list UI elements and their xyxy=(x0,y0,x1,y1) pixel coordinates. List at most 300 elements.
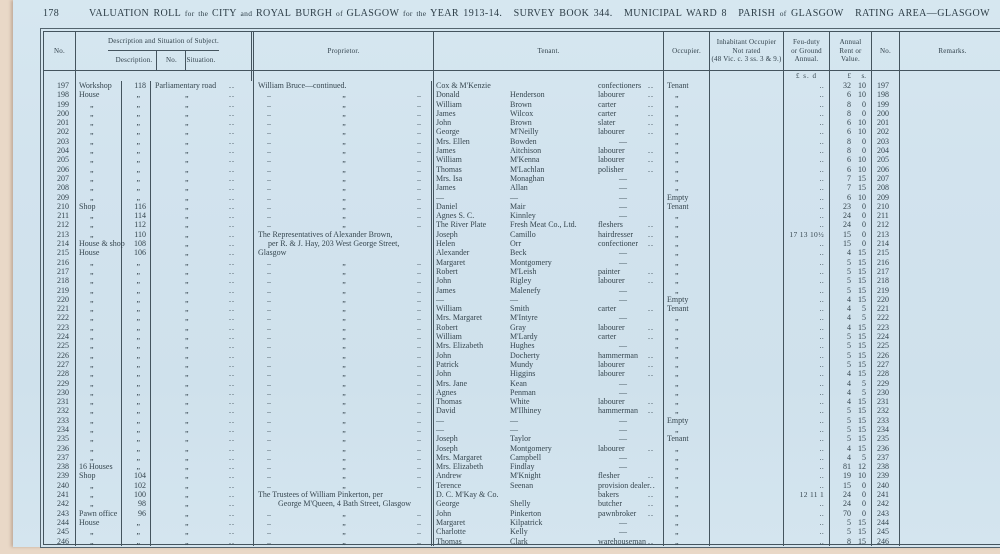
cell-description: „ xyxy=(76,276,122,285)
leader-dots: .. xyxy=(267,257,271,267)
cell-remarks xyxy=(900,258,1000,267)
tenant-surname: Clark xyxy=(510,536,528,546)
leader-dots: .. xyxy=(229,378,235,388)
cell-feu-duty: .. xyxy=(784,527,830,536)
cell-feu-duty: .. xyxy=(784,295,830,304)
cell-no: 224 xyxy=(44,332,76,341)
tenant-occupation: hairdresser xyxy=(598,229,634,239)
header-line: Rent or xyxy=(839,46,862,55)
leader-dots: .. xyxy=(648,359,654,369)
cell-inhabitant-occupier xyxy=(710,444,784,453)
leader-dots: .. xyxy=(229,499,235,509)
tenant-surname: Camillo xyxy=(510,229,536,239)
cell-annual-rent xyxy=(830,267,872,276)
leader-dots: .. xyxy=(648,146,654,156)
rent-pounds: 8 xyxy=(847,146,851,156)
leader-dots: .. xyxy=(229,183,235,193)
tenant-surname: — xyxy=(510,192,518,202)
tenant-occupation: confectioner xyxy=(598,239,638,249)
cell-no-repeat: 200 xyxy=(872,109,900,118)
cell-feu-duty: .. xyxy=(784,211,830,220)
tenant-surname: Pinkerton xyxy=(510,508,542,518)
cell-description-no: „ xyxy=(122,313,151,322)
cell-situation xyxy=(151,165,254,174)
ditto-mark: „ xyxy=(342,378,346,388)
cell-description-no: „ xyxy=(122,286,151,295)
cell-proprietor xyxy=(254,193,434,202)
tenant-forename: Mrs. Jane xyxy=(436,378,468,388)
cell-inhabitant-occupier xyxy=(710,527,784,536)
rent-pounds: 5 xyxy=(847,266,851,276)
cell-tenant xyxy=(434,444,664,453)
tenant-occupation: — xyxy=(619,257,627,267)
leader-dots: .. xyxy=(229,527,235,537)
ditto-mark: „ xyxy=(342,359,346,369)
leader-dots: .. xyxy=(417,424,421,434)
rent-shillings: 15 xyxy=(858,536,866,546)
tenant-forename: Alexander xyxy=(436,248,470,258)
cell-description: „ xyxy=(76,425,122,434)
cell-no: 238 xyxy=(44,462,76,471)
cell-description: „ xyxy=(76,174,122,183)
cell-no: 205 xyxy=(44,155,76,164)
leader-dots: .. xyxy=(229,536,235,546)
leader-dots: .. xyxy=(648,99,654,109)
tenant-occupation: — xyxy=(619,452,627,462)
cell-no-repeat: 219 xyxy=(872,286,900,295)
cell-feu-duty: .. xyxy=(784,165,830,174)
cell-proprietor xyxy=(254,174,434,183)
cell-no-repeat: 221 xyxy=(872,304,900,313)
cell-description: „ xyxy=(76,323,122,332)
cell-tenant xyxy=(434,490,664,499)
cell-no-repeat: 204 xyxy=(872,146,900,155)
cell-situation xyxy=(151,537,254,546)
table-row xyxy=(44,118,1000,127)
cell-description-no: „ xyxy=(122,341,151,350)
header-line: Feu-duty xyxy=(793,37,820,46)
tenant-forename: John xyxy=(436,350,452,360)
ditto-mark: „ xyxy=(342,136,346,146)
leader-dots: .. xyxy=(229,508,235,518)
cell-description: „ xyxy=(76,499,122,508)
ditto-mark: „ xyxy=(342,341,346,351)
cell-proprietor xyxy=(254,388,434,397)
ditto-mark: „ xyxy=(342,108,346,118)
cell-situation xyxy=(151,248,254,257)
cell-tenant xyxy=(434,165,664,174)
cell-no-repeat: 228 xyxy=(872,369,900,378)
cell-feu-duty: .. xyxy=(784,351,830,360)
cell-occupier: „ xyxy=(664,518,710,527)
leader-dots: .. xyxy=(267,387,271,397)
cell-no-repeat: 199 xyxy=(872,100,900,109)
tenant-forename: Mrs. Elizabeth xyxy=(436,462,484,472)
cell-tenant xyxy=(434,286,664,295)
leader-dots: .. xyxy=(648,471,654,481)
header-line: Value. xyxy=(841,55,860,64)
cell-tenant xyxy=(434,388,664,397)
rent-shillings: 15 xyxy=(858,434,866,444)
cell-no-repeat: 244 xyxy=(872,518,900,527)
rent-pounds: 6 xyxy=(847,118,851,128)
tenant-occupation: — xyxy=(619,313,627,323)
leader-dots: .. xyxy=(267,517,271,527)
header-inhabitant-occupier xyxy=(710,32,784,70)
table-row xyxy=(44,527,1000,536)
cell-inhabitant-occupier xyxy=(710,230,784,239)
rent-currency-label: £ s. xyxy=(830,71,872,81)
cell-remarks xyxy=(900,183,1000,192)
cell-tenant xyxy=(434,434,664,443)
cell-annual-rent xyxy=(830,304,872,313)
cell-description: „ xyxy=(76,230,122,239)
table-row xyxy=(44,481,1000,490)
tenant-occupation: — xyxy=(619,527,627,537)
situation-text: „ xyxy=(185,508,189,518)
leader-dots: .. xyxy=(267,118,271,128)
cell-description: „ xyxy=(76,100,122,109)
cell-inhabitant-occupier xyxy=(710,239,784,248)
leader-dots: .. xyxy=(417,415,421,425)
page-title xyxy=(89,8,990,19)
rent-shillings: 0 xyxy=(862,480,866,490)
cell-description: „ xyxy=(76,313,122,322)
rent-shillings: 15 xyxy=(858,369,866,379)
tenant-occupation: — xyxy=(619,517,627,527)
cell-annual-rent xyxy=(830,193,872,202)
cell-remarks xyxy=(900,341,1000,350)
cell-tenant xyxy=(434,174,664,183)
ditto-mark: „ xyxy=(342,527,346,537)
leader-dots: .. xyxy=(417,517,421,527)
cell-situation xyxy=(151,397,254,406)
cell-occupier: „ xyxy=(664,220,710,229)
header-occupier: Occupier. xyxy=(664,32,710,70)
tenant-forename: Robert xyxy=(436,322,458,332)
ditto-mark: „ xyxy=(342,387,346,397)
tenant-occupation: flesher xyxy=(598,471,620,481)
cell-inhabitant-occupier xyxy=(710,183,784,192)
tenant-forename: George xyxy=(436,499,460,509)
ditto-mark: „ xyxy=(342,350,346,360)
title-group xyxy=(855,8,990,19)
cell-description-no: 110 xyxy=(122,230,151,239)
title-segment: GLASGOW xyxy=(346,8,400,19)
header-line: or Ground xyxy=(791,46,822,55)
leader-dots: .. xyxy=(267,434,271,444)
cell-description: „ xyxy=(76,537,122,546)
tenant-occupation: labourer xyxy=(598,397,625,407)
cell-remarks xyxy=(900,81,1000,90)
cell-remarks xyxy=(900,174,1000,183)
rent-pounds: 70 xyxy=(843,508,851,518)
tenant-forename: David xyxy=(436,406,456,416)
cell-proprietor xyxy=(254,332,434,341)
cell-description: „ xyxy=(76,481,122,490)
rent-pounds: 5 xyxy=(847,527,851,537)
table-row xyxy=(44,341,1000,350)
cell-inhabitant-occupier xyxy=(710,127,784,136)
leader-dots: .. xyxy=(229,276,235,286)
situation-text: „ xyxy=(185,155,189,165)
cell-tenant xyxy=(434,295,664,304)
cell-no: 239 xyxy=(44,471,76,480)
cell-tenant xyxy=(434,127,664,136)
cell-occupier: „ xyxy=(664,360,710,369)
tenant-forename: The River Plate xyxy=(436,220,487,230)
rent-pounds: 5 xyxy=(847,257,851,267)
leader-dots: .. xyxy=(229,443,235,453)
cell-no-repeat: 206 xyxy=(872,165,900,174)
tenant-surname: Malenefy xyxy=(510,285,541,295)
cell-proprietor xyxy=(254,286,434,295)
cell-feu-duty: .. xyxy=(784,258,830,267)
cell-feu-duty: .. xyxy=(784,360,830,369)
leader-dots: .. xyxy=(229,322,235,332)
cell-description-no: „ xyxy=(122,304,151,313)
cell-proprietor: The Representatives of Alexander Brown, xyxy=(254,230,434,239)
tenant-surname: Higgins xyxy=(510,369,536,379)
situation-text: Parliamentary road xyxy=(155,81,217,90)
rent-pounds: 4 xyxy=(847,322,851,332)
cell-situation xyxy=(151,146,254,155)
rent-shillings: 15 xyxy=(858,406,866,416)
header-remarks: Remarks. xyxy=(938,46,967,55)
cell-annual-rent xyxy=(830,165,872,174)
rent-shillings: 0 xyxy=(862,211,866,221)
tenant-forename: Agnes S. C. xyxy=(436,211,475,221)
ditto-mark: „ xyxy=(342,220,346,230)
cell-remarks xyxy=(900,406,1000,415)
leader-dots: .. xyxy=(648,508,654,518)
leader-dots: .. xyxy=(229,118,235,128)
ditto-mark: „ xyxy=(342,99,346,109)
cell-situation xyxy=(151,202,254,211)
cell-no-repeat: 209 xyxy=(872,193,900,202)
tenant-surname: Montgomery xyxy=(510,257,552,267)
leader-dots: .. xyxy=(229,517,235,527)
situation-text: „ xyxy=(185,266,189,276)
cell-description-no: „ xyxy=(122,165,151,174)
cell-feu-duty: .. xyxy=(784,109,830,118)
ditto-mark: „ xyxy=(342,443,346,453)
cell-feu-duty: .. xyxy=(784,239,830,248)
rent-pounds: 7 xyxy=(847,173,851,183)
tenant-forename: Margaret xyxy=(436,257,466,267)
tenant-forename: James xyxy=(436,183,456,193)
cell-feu-duty: .. xyxy=(784,220,830,229)
cell-remarks xyxy=(900,90,1000,99)
tenant-occupation: — xyxy=(619,387,627,397)
cell-feu-duty: .. xyxy=(784,323,830,332)
situation-text: „ xyxy=(185,294,189,304)
leader-dots: .. xyxy=(267,471,271,481)
cell-occupier: „ xyxy=(664,267,710,276)
cell-tenant xyxy=(434,258,664,267)
leader-dots: .. xyxy=(648,118,654,128)
cell-no: 214 xyxy=(44,239,76,248)
cell-no: 206 xyxy=(44,165,76,174)
leader-dots: .. xyxy=(649,480,656,490)
cell-annual-rent xyxy=(830,369,872,378)
cell-no: 213 xyxy=(44,230,76,239)
cell-proprietor xyxy=(254,323,434,332)
rent-pounds: 4 xyxy=(847,369,851,379)
cell-description-no: „ xyxy=(122,434,151,443)
leader-dots: .. xyxy=(417,332,421,342)
cell-no: 212 xyxy=(44,220,76,229)
leader-dots: .. xyxy=(417,136,421,146)
cell-tenant xyxy=(434,462,664,471)
rent-shillings: 10 xyxy=(858,164,866,174)
cell-no-repeat: 210 xyxy=(872,202,900,211)
table-row xyxy=(44,239,1000,248)
cell-description-no: „ xyxy=(122,444,151,453)
tenant-occupation: carter xyxy=(598,108,617,118)
rent-shillings: 15 xyxy=(858,173,866,183)
cell-no: 242 xyxy=(44,499,76,508)
rent-pounds: 5 xyxy=(847,350,851,360)
cell-feu-duty: .. xyxy=(784,471,830,480)
table-row xyxy=(44,155,1000,164)
rent-pounds: 4 xyxy=(847,304,851,314)
cell-inhabitant-occupier xyxy=(710,490,784,499)
cell-feu-duty: .. xyxy=(784,174,830,183)
leader-dots: .. xyxy=(648,369,654,379)
cell-no: 219 xyxy=(44,286,76,295)
cell-feu-duty: .. xyxy=(784,499,830,508)
cell-feu-duty: .. xyxy=(784,313,830,322)
ditto-mark: „ xyxy=(342,118,346,128)
cell-occupier: „ xyxy=(664,332,710,341)
rent-pounds: 5 xyxy=(847,424,851,434)
cell-feu-duty: .. xyxy=(784,100,830,109)
cell-annual-rent xyxy=(830,537,872,546)
tenant-occupation: fleshers xyxy=(598,220,623,230)
title-segment: GLASGOW xyxy=(786,8,844,19)
header-subject-no: No. xyxy=(157,51,186,70)
tenant-occupation: — xyxy=(619,173,627,183)
cell-no: 237 xyxy=(44,453,76,462)
tenant-forename: Robert xyxy=(436,266,458,276)
cell-proprietor xyxy=(254,109,434,118)
ditto-mark: „ xyxy=(342,285,346,295)
cell-no: 218 xyxy=(44,276,76,285)
cell-description-no: „ xyxy=(122,388,151,397)
ditto-mark: „ xyxy=(342,397,346,407)
rent-pounds: 5 xyxy=(847,341,851,351)
leader-dots: .. xyxy=(648,499,654,509)
cell-description: House & shop xyxy=(76,239,122,248)
cell-inhabitant-occupier xyxy=(710,100,784,109)
rent-pounds: 4 xyxy=(847,387,851,397)
cell-proprietor xyxy=(254,471,434,480)
cell-occupier: „ xyxy=(664,109,710,118)
cell-no: 245 xyxy=(44,527,76,536)
cell-occupier: „ xyxy=(664,406,710,415)
rent-shillings: 10 xyxy=(858,471,866,481)
cell-occupier: „ xyxy=(664,481,710,490)
title-segment: MUNICIPAL WARD 8 xyxy=(624,8,727,19)
leader-dots: .. xyxy=(417,266,421,276)
page-number: 178 xyxy=(43,8,60,19)
cell-annual-rent xyxy=(830,230,872,239)
ditto-mark: „ xyxy=(342,517,346,527)
leader-dots: .. xyxy=(417,108,421,118)
cell-description: „ xyxy=(76,165,122,174)
rent-shillings: 0 xyxy=(862,229,866,239)
cell-proprietor xyxy=(254,267,434,276)
tenant-occupation: — xyxy=(619,248,627,258)
cell-description: „ xyxy=(76,267,122,276)
cell-inhabitant-occupier xyxy=(710,118,784,127)
cell-feu-duty: .. xyxy=(784,155,830,164)
tenant-forename: James xyxy=(436,108,456,118)
cell-inhabitant-occupier xyxy=(710,146,784,155)
cell-annual-rent xyxy=(830,397,872,406)
cell-remarks xyxy=(900,360,1000,369)
cell-occupier: Empty xyxy=(664,416,710,425)
tenant-occupation: labourer xyxy=(598,443,625,453)
tenant-surname: Kelly xyxy=(510,527,528,537)
cell-no: 207 xyxy=(44,174,76,183)
tenant-forename: — xyxy=(436,424,444,434)
leader-dots: .. xyxy=(417,90,421,100)
cell-feu-duty: .. xyxy=(784,276,830,285)
title-segment: for the xyxy=(181,9,212,18)
cell-situation xyxy=(151,481,254,490)
cell-no: 203 xyxy=(44,137,76,146)
tenant-forename: Joseph xyxy=(436,434,458,444)
rent-pounds: 24 xyxy=(843,490,851,500)
cell-no: 198 xyxy=(44,90,76,99)
cell-no-repeat: 216 xyxy=(872,258,900,267)
cell-remarks xyxy=(900,239,1000,248)
cell-no: 232 xyxy=(44,406,76,415)
cell-inhabitant-occupier xyxy=(710,332,784,341)
cell-feu-duty: .. xyxy=(784,183,830,192)
leader-dots: .. xyxy=(229,434,235,444)
cell-inhabitant-occupier xyxy=(710,174,784,183)
tenant-forename: Helen xyxy=(436,239,456,249)
cell-description-no: „ xyxy=(122,379,151,388)
tenant-surname: M'Lachlan xyxy=(510,164,545,174)
leader-dots: .. xyxy=(267,332,271,342)
tenant-forename: Charlotte xyxy=(436,527,466,537)
cell-situation xyxy=(151,444,254,453)
cell-no: 228 xyxy=(44,369,76,378)
cell-annual-rent xyxy=(830,313,872,322)
leader-dots: .. xyxy=(648,164,654,174)
tenant-surname: Monaghan xyxy=(510,173,545,183)
leader-dots: .. xyxy=(417,257,421,267)
rent-shillings: 15 xyxy=(858,415,866,425)
cell-description-no: 118 xyxy=(122,81,151,90)
situation-text: „ xyxy=(185,424,189,434)
tenant-surname: Docherty xyxy=(510,350,540,360)
cell-remarks xyxy=(900,193,1000,202)
cell-occupier: „ xyxy=(664,471,710,480)
cell-proprietor xyxy=(254,118,434,127)
leader-dots: .. xyxy=(267,415,271,425)
cell-annual-rent xyxy=(830,406,872,415)
tenant-occupation: labourer xyxy=(598,127,625,137)
rent-pounds: 6 xyxy=(847,90,851,100)
cell-annual-rent xyxy=(830,388,872,397)
tenant-occupation: provision dealer xyxy=(598,480,650,490)
tenant-forename: Patrick xyxy=(436,359,459,369)
